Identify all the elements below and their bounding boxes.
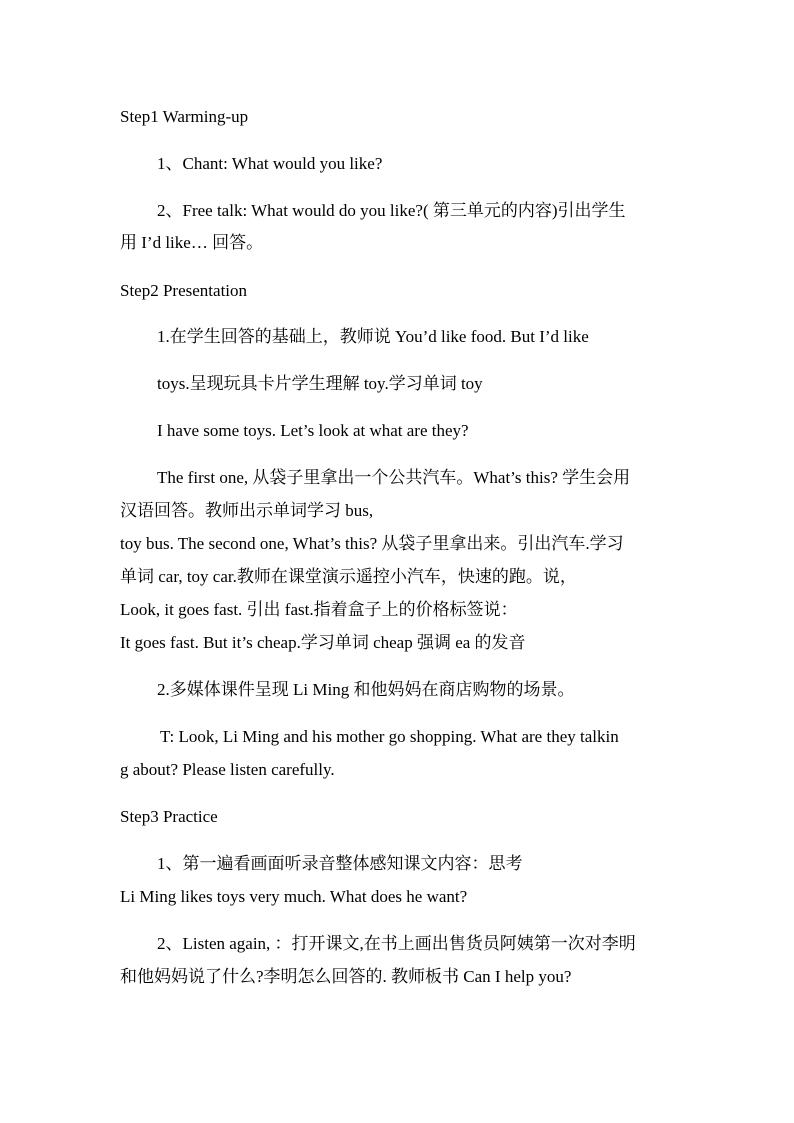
step2-p4: 2.多媒体课件呈现 Li Ming 和他妈妈在商店购物的场景。 xyxy=(157,680,575,699)
step1-item-chant: 1、Chant: What would you like? xyxy=(157,154,383,173)
step2-p3-line4: 单词 car, toy car.教师在课堂演示遥控小汽车，快速的跑。说， xyxy=(120,567,577,586)
step2-p3-line5: Look, it goes fast. 引出 fast.指着盒子上的价格标签说： xyxy=(120,600,518,619)
step2-p3-line3: toy bus. The second one, What’s this? 从袋子里拿出来。引出汽车.学习 xyxy=(120,534,624,553)
step3-heading: Step3 Practice xyxy=(120,807,218,826)
step2-heading: Step2 Presentation xyxy=(120,281,248,300)
step2-p2: I have some toys. Let’s look at what are they? xyxy=(157,421,469,440)
step2-p5-line2: g about? Please listen carefully. xyxy=(120,760,335,779)
step2-p1-line1: 1.在学生回答的基础上，教师说 You’d like food. But I’d like xyxy=(157,327,589,346)
step2-p3-line1: The first one, 从袋子里拿出一个公共汽车。What’s this? 学生会用 xyxy=(157,468,631,487)
step3-item1-line2: Li Ming likes toys very much. What does he want? xyxy=(120,887,468,906)
step1-item-free-talk-line2: 用 I’d like… 回答。 xyxy=(120,233,264,252)
step3-item2-line2: 和他妈妈说了什么?李明怎么回答的. 教师板书 Can I help you? xyxy=(120,967,572,986)
step2-p3-line2: 汉语回答。教师出示单词学习 bus, xyxy=(120,501,374,520)
step1-item-free-talk-line1: 2、Free talk: What would do you like?( 第三单元的内容)引出学生 xyxy=(157,201,626,220)
step1-heading: Step1 Warming-up xyxy=(120,107,249,126)
step3-item2-line1: 2、Listen again, ：打开课文,在书上画出售货员阿姨第一次对李明 xyxy=(157,934,636,953)
step2-p3-line6: It goes fast. But it’s cheap.学习单词 cheap 强调 ea 的发音 xyxy=(120,633,526,652)
step3-item1-line1: 1、第一遍看画面听录音整体感知课文内容：思考 xyxy=(157,854,523,873)
step2-p1-line2: toys.呈现玩具卡片学生理解 toy.学习单词 toy xyxy=(157,374,483,393)
step2-p5-line1: T: Look, Li Ming and his mother go shopping. What are they talkin xyxy=(160,727,619,746)
